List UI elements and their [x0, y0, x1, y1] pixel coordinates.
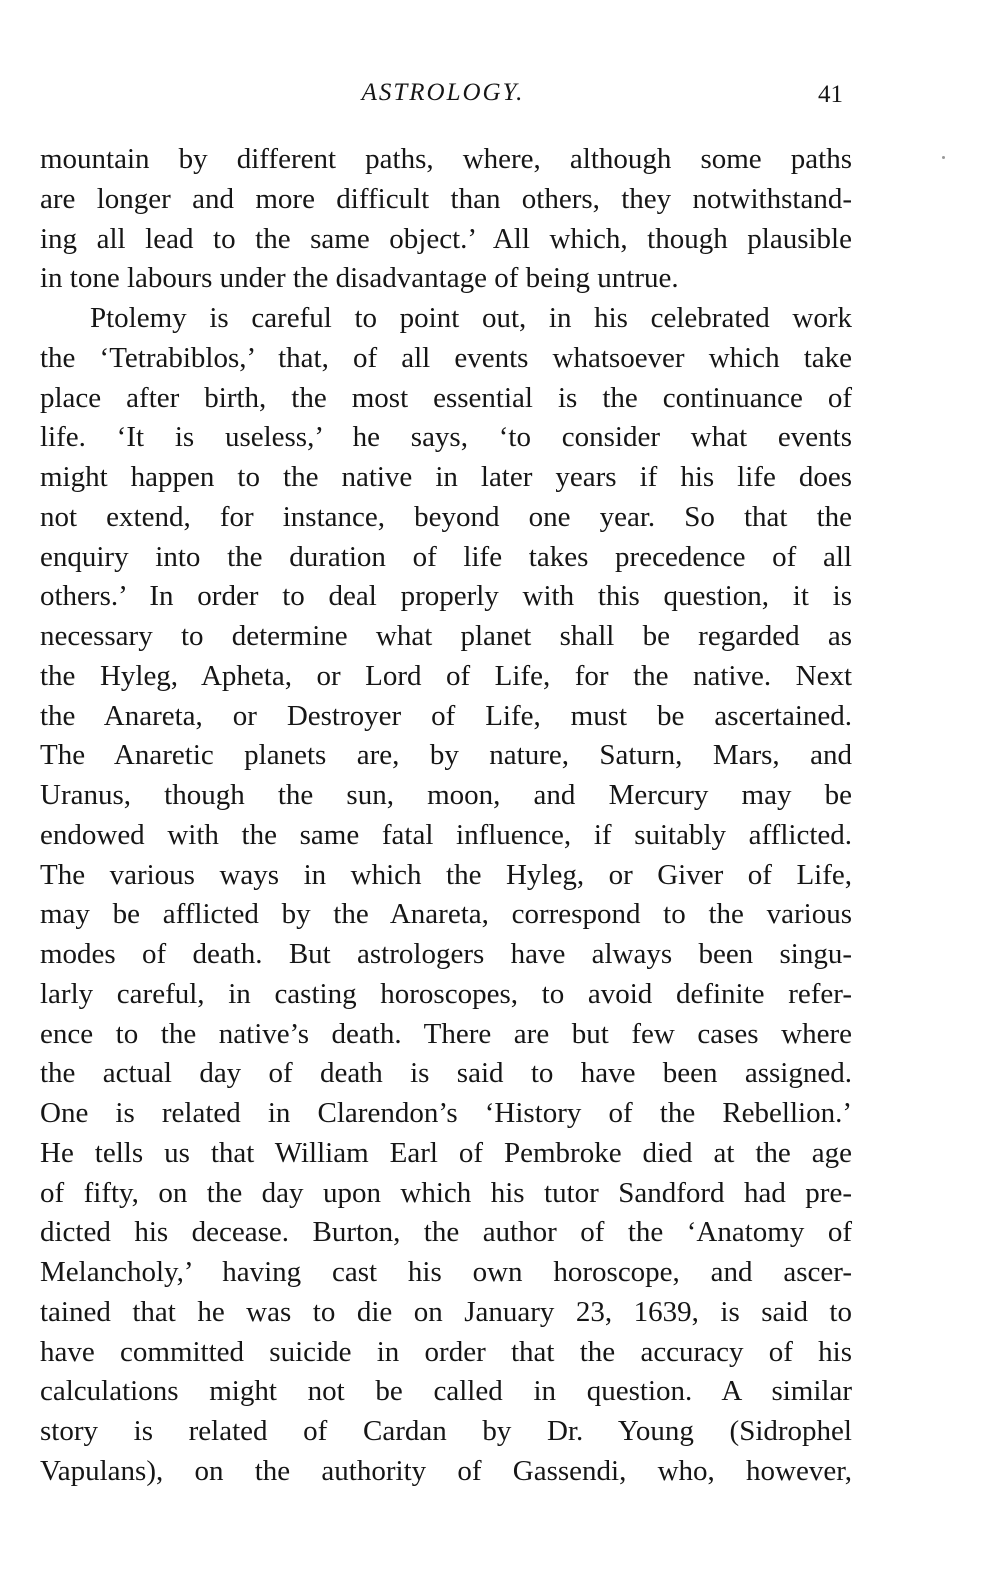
text-line: have committed suicide in order that the accuracy of his — [40, 1335, 852, 1368]
text-line: the Anareta, or Destroyer of Life, must be ascertained. — [40, 699, 852, 732]
text-line: place after birth, the most essential is the continuance of — [40, 381, 852, 414]
text-line: endowed with the same fatal influence, if suitably afflicted. — [40, 818, 852, 851]
text-line: ence to the native’s death. There are but few cases where — [40, 1017, 852, 1050]
paragraph-first-line: Ptolemy is careful to point out, in his celebrated work — [90, 302, 852, 334]
scan-speck — [942, 156, 945, 159]
text-line: the ‘Tetrabiblos,’ that, of all events whatsoever which take — [40, 341, 852, 374]
text-line: are longer and more difficult than others, they notwithstand- — [40, 182, 852, 215]
text-line: might happen to the native in later years if his life does — [40, 461, 852, 493]
text-line: of fifty, on the day upon which his tutor Sandford had pre- — [40, 1176, 852, 1209]
text-line: The Anaretic planets are, by nature, Saturn, Mars, and — [40, 739, 852, 772]
text-line: Melancholy,’ having cast his own horoscope, and ascer- — [40, 1256, 852, 1288]
text-line: calculations might not be called in question. A similar — [40, 1375, 852, 1408]
text-line: tained that he was to die on January 23, 1639, is said to — [40, 1295, 852, 1328]
text-line: necessary to determine what planet shall be regarded as — [40, 620, 852, 652]
text-line: larly careful, in casting horoscopes, to avoid definite refer- — [40, 977, 852, 1010]
text-line: One is related in Clarendon’s ‘History of the Rebellion.’ — [40, 1097, 852, 1129]
text-line: life. ‘It is useless,’ he says, ‘to consider what events — [40, 421, 852, 454]
page-number: 41 — [818, 81, 843, 108]
text-line: others.’ In order to deal properly with this question, it is — [40, 580, 852, 613]
text-line: the Hyleg, Apheta, or Lord of Life, for the native. Next — [40, 659, 852, 692]
text-line: story is related of Cardan by Dr. Young (Sidrophel — [40, 1415, 852, 1447]
text-line: He tells us that William Earl of Pembroke died at the age — [40, 1136, 852, 1169]
body-text — [40, 140, 852, 1492]
text-line: in tone labours under the disadvantage of being untrue. — [40, 262, 679, 295]
text-line: may be afflicted by the Anareta, correspond to the various — [40, 898, 852, 931]
text-line: the actual day of death is said to have been assigned. — [40, 1057, 852, 1090]
text-line: modes of death. But astrologers have always been singu- — [40, 938, 852, 970]
running-title: ASTROLOGY. — [361, 79, 525, 106]
text-line: dicted his decease. Burton, the author of the ‘Anatomy of — [40, 1216, 852, 1249]
text-line: not extend, for instance, beyond one year. So that the — [40, 500, 852, 533]
text-line: Vapulans), on the authority of Gassendi, who, however, — [40, 1454, 852, 1487]
text-line: mountain by different paths, where, although some paths — [40, 143, 852, 175]
text-line: enquiry into the duration of life takes precedence of all — [40, 540, 852, 573]
text-line: Uranus, though the sun, moon, and Mercury may be — [40, 779, 852, 811]
text-line: ing all lead to the same object.’ All which, though plausible — [40, 222, 852, 255]
text-line: The various ways in which the Hyleg, or Giver of Life, — [40, 858, 852, 891]
